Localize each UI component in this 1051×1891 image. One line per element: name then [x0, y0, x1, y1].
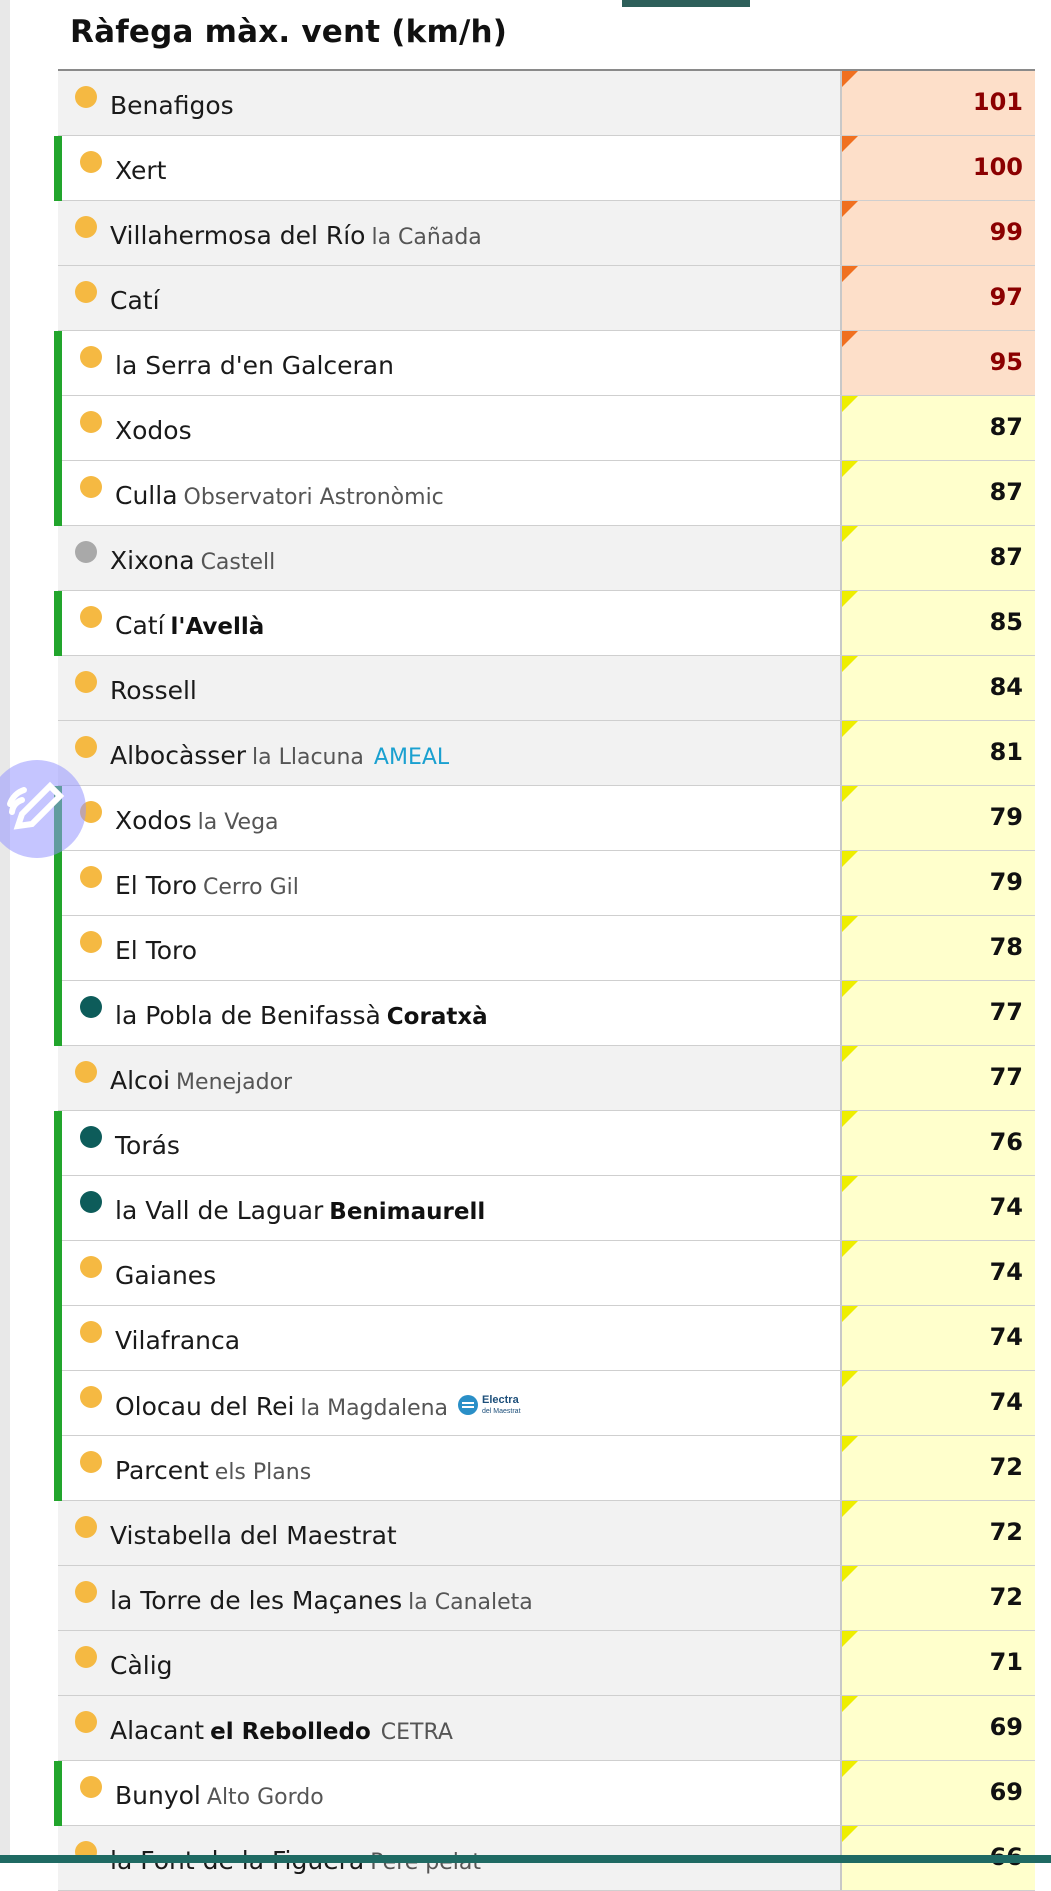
station-label — [115, 1326, 240, 1355]
level-marker-icon — [842, 71, 858, 87]
station-name: Xodos — [115, 806, 192, 835]
table-row[interactable] — [58, 331, 1035, 396]
station-name: El Toro — [115, 936, 198, 965]
gust-value-cell — [842, 981, 1035, 1045]
station-cell[interactable] — [58, 1371, 842, 1435]
gust-value-cell — [842, 1696, 1035, 1760]
table-row[interactable] — [58, 1566, 1035, 1631]
station-name: Culla — [115, 481, 178, 510]
gust-value-cell — [842, 1046, 1035, 1110]
station-label — [110, 1586, 533, 1615]
station-cell[interactable] — [58, 1761, 842, 1825]
gust-value: 79 — [989, 803, 1023, 831]
page-title: Ràfega màx. vent (km/h) — [70, 14, 508, 50]
station-cell[interactable] — [58, 786, 842, 850]
bottom-nav-bar — [0, 1855, 1051, 1863]
level-marker-icon — [842, 1176, 858, 1192]
level-marker-icon — [842, 786, 858, 802]
station-label — [110, 91, 234, 120]
gust-value-cell — [842, 1176, 1035, 1240]
station-status-icon — [80, 151, 102, 173]
gust-value-cell — [842, 656, 1035, 720]
station-cell[interactable] — [58, 1566, 842, 1630]
station-label — [115, 806, 279, 835]
gust-value-cell — [842, 786, 1035, 850]
station-status-icon — [80, 606, 102, 628]
left-gutter — [0, 0, 10, 1863]
gust-value: 101 — [972, 88, 1023, 116]
station-name: Catí — [115, 611, 165, 640]
station-table — [58, 69, 1035, 1891]
station-label — [115, 1261, 216, 1290]
station-name: Parcent — [115, 1456, 209, 1485]
station-name: Xixona — [110, 546, 195, 575]
gust-value: 81 — [989, 738, 1023, 766]
gust-value: 74 — [989, 1323, 1023, 1351]
station-cell[interactable] — [58, 1436, 842, 1500]
station-label — [115, 156, 166, 185]
table-row[interactable] — [58, 1436, 1035, 1501]
station-name: Xodos — [115, 416, 192, 445]
gust-value-cell — [842, 1566, 1035, 1630]
table-row[interactable] — [58, 1371, 1035, 1436]
station-label — [115, 481, 444, 510]
svg-text:Electra: Electra — [482, 1394, 519, 1406]
gust-value: 79 — [989, 868, 1023, 896]
gust-value: 74 — [989, 1193, 1023, 1221]
gust-value-cell — [842, 916, 1035, 980]
gust-value-cell — [842, 1241, 1035, 1305]
gust-value-cell — [842, 136, 1035, 200]
level-marker-icon — [842, 1631, 858, 1647]
station-status-icon — [80, 346, 102, 368]
gust-value: 87 — [989, 413, 1023, 441]
station-label — [110, 286, 160, 315]
station-status-icon — [80, 1776, 102, 1798]
station-name: Torás — [115, 1131, 180, 1160]
table-row[interactable] — [58, 591, 1035, 656]
station-cell[interactable] — [58, 1176, 842, 1240]
station-cell[interactable] — [58, 1696, 842, 1760]
gust-value: 84 — [989, 673, 1023, 701]
gust-value: 97 — [989, 283, 1023, 311]
table-row[interactable] — [58, 1176, 1035, 1241]
station-cell[interactable] — [58, 201, 842, 265]
station-status-icon — [75, 541, 97, 563]
station-cell[interactable] — [58, 526, 842, 590]
gust-value: 71 — [989, 1648, 1023, 1676]
station-cell[interactable] — [58, 461, 842, 525]
station-sublocation: Castell — [200, 550, 276, 575]
station-label — [110, 221, 482, 250]
station-label — [115, 1781, 324, 1810]
station-name: Bunyol — [115, 1781, 201, 1810]
gust-value: 77 — [989, 1063, 1023, 1091]
station-sublocation: la Canaleta — [408, 1590, 533, 1615]
station-name: la Torre de les Maçanes — [110, 1586, 403, 1615]
gust-value: 69 — [989, 1778, 1023, 1806]
table-row[interactable] — [58, 396, 1035, 461]
station-cell[interactable] — [58, 721, 842, 785]
station-cell[interactable] — [58, 591, 842, 655]
svg-text:del Maestrat: del Maestrat — [482, 1408, 521, 1415]
station-label — [115, 1196, 485, 1225]
station-status-icon — [75, 671, 97, 693]
gust-value: 99 — [989, 218, 1023, 246]
table-row[interactable] — [58, 1696, 1035, 1761]
station-name: Rossell — [110, 676, 197, 705]
station-sublocation: la Cañada — [371, 225, 482, 250]
table-row[interactable] — [58, 1501, 1035, 1566]
gust-value-cell — [842, 266, 1035, 330]
gust-value-cell — [842, 461, 1035, 525]
station-name: Villahermosa del Río — [110, 221, 366, 250]
station-name: la Serra d'en Galceran — [115, 351, 394, 380]
table-row[interactable] — [58, 786, 1035, 851]
gust-value-cell — [842, 851, 1035, 915]
gust-value-cell — [842, 526, 1035, 590]
station-status-icon — [75, 1646, 97, 1668]
level-marker-icon — [842, 591, 858, 607]
station-name: Catí — [110, 286, 160, 315]
station-sublocation: el Rebolledo — [210, 1719, 371, 1745]
station-status-icon — [75, 1711, 97, 1733]
station-cell[interactable] — [58, 136, 842, 200]
edit-floating-button[interactable] — [0, 760, 86, 858]
station-cell[interactable] — [58, 851, 842, 915]
table-row[interactable] — [58, 461, 1035, 526]
station-cell[interactable] — [58, 1306, 842, 1370]
station-status-icon — [80, 996, 102, 1018]
level-marker-icon — [842, 526, 858, 542]
gust-value: 74 — [989, 1388, 1023, 1416]
station-name: Gaianes — [115, 1261, 217, 1290]
station-cell[interactable] — [58, 656, 842, 720]
station-label — [110, 676, 197, 705]
station-sublocation: Menejador — [176, 1070, 293, 1095]
table-row[interactable] — [58, 656, 1035, 721]
level-marker-icon — [842, 331, 858, 347]
level-marker-icon — [842, 461, 858, 477]
level-marker-icon — [842, 1826, 858, 1842]
gust-value-cell — [842, 1371, 1035, 1435]
gust-value-cell — [842, 201, 1035, 265]
table-row[interactable] — [58, 981, 1035, 1046]
station-name: El Toro — [115, 871, 198, 900]
gust-value-cell — [842, 591, 1035, 655]
level-marker-icon — [842, 981, 858, 997]
gust-value-cell — [842, 1306, 1035, 1370]
station-sublocation: l'Avellà — [170, 614, 265, 640]
station-label — [115, 351, 394, 380]
station-label — [115, 936, 197, 965]
station-cell[interactable] — [58, 266, 842, 330]
station-cell[interactable] — [58, 1046, 842, 1110]
gust-value: 74 — [989, 1258, 1023, 1286]
gust-value: 78 — [989, 933, 1023, 961]
station-label — [110, 1651, 173, 1680]
station-cell[interactable] — [58, 71, 842, 135]
table-row[interactable] — [58, 136, 1035, 201]
table-row[interactable] — [58, 71, 1035, 136]
gust-value-cell — [842, 71, 1035, 135]
level-marker-icon — [842, 851, 858, 867]
station-status-icon — [80, 1321, 102, 1343]
station-status-icon — [75, 1061, 97, 1083]
station-cell[interactable] — [58, 396, 842, 460]
table-row[interactable] — [58, 721, 1035, 786]
station-label — [115, 1001, 488, 1030]
station-sublocation: Observatori Astronòmic — [183, 485, 444, 510]
level-marker-icon — [842, 1761, 858, 1777]
gust-value: 95 — [989, 348, 1023, 376]
level-marker-icon — [842, 1696, 858, 1712]
station-sublocation: Coratxà — [386, 1004, 488, 1030]
station-status-icon — [75, 86, 97, 108]
station-name: Alacant — [110, 1716, 205, 1745]
station-status-icon — [75, 281, 97, 303]
table-row[interactable] — [58, 1631, 1035, 1696]
level-marker-icon — [842, 656, 858, 672]
table-row[interactable] — [58, 266, 1035, 331]
level-marker-icon — [842, 1306, 858, 1322]
table-row[interactable] — [58, 201, 1035, 266]
station-cell[interactable] — [58, 1111, 842, 1175]
gust-value-cell — [842, 721, 1035, 785]
level-marker-icon — [842, 916, 858, 932]
station-label — [115, 871, 299, 900]
edit-pencil-icon — [0, 760, 86, 858]
station-label — [110, 741, 449, 770]
gust-value: 76 — [989, 1128, 1023, 1156]
station-label — [110, 546, 275, 575]
gust-value: 72 — [989, 1583, 1023, 1611]
station-label — [115, 1456, 311, 1485]
table-row[interactable] — [58, 916, 1035, 981]
table-row[interactable] — [58, 851, 1035, 916]
level-marker-icon — [842, 1501, 858, 1517]
station-status-icon — [80, 411, 102, 433]
level-marker-icon — [842, 396, 858, 412]
station-status-icon — [75, 1516, 97, 1538]
gust-value-cell — [842, 1631, 1035, 1695]
station-status-icon — [80, 931, 102, 953]
gust-value: 77 — [989, 998, 1023, 1026]
table-row[interactable] — [58, 526, 1035, 591]
gust-value: 72 — [989, 1518, 1023, 1546]
gust-value-cell — [842, 1501, 1035, 1565]
station-cell[interactable] — [58, 1501, 842, 1565]
station-cell[interactable] — [58, 1241, 842, 1305]
table-row[interactable] — [58, 1761, 1035, 1826]
gust-value: 100 — [972, 153, 1023, 181]
station-status-icon — [75, 736, 97, 758]
station-label — [115, 1131, 180, 1160]
station-status-icon — [75, 216, 97, 238]
station-label — [110, 1066, 292, 1095]
level-marker-icon — [842, 1371, 858, 1387]
gust-value: 87 — [989, 543, 1023, 571]
gust-value: 72 — [989, 1453, 1023, 1481]
table-row[interactable] — [58, 1046, 1035, 1111]
station-label — [115, 416, 192, 445]
station-name: Albocàsser — [110, 741, 246, 770]
station-name: la Vall de Laguar — [115, 1196, 324, 1225]
station-name: Vilafranca — [115, 1326, 241, 1355]
gust-value: 85 — [989, 608, 1023, 636]
station-sublocation: Cerro Gil — [203, 875, 299, 900]
station-sublocation: la Llacuna — [252, 745, 364, 770]
station-name: Benafigos — [110, 91, 234, 120]
level-marker-icon — [842, 1241, 858, 1257]
gust-value-cell — [842, 396, 1035, 460]
level-marker-icon — [842, 201, 858, 217]
station-status-icon — [80, 866, 102, 888]
active-tab-indicator[interactable] — [622, 0, 750, 7]
gust-value-cell — [842, 1761, 1035, 1825]
station-cell[interactable] — [58, 981, 842, 1045]
level-marker-icon — [842, 1436, 858, 1452]
station-label — [115, 611, 264, 640]
station-cell[interactable] — [58, 1631, 842, 1695]
level-marker-icon — [842, 1566, 858, 1582]
station-status-icon — [80, 1451, 102, 1473]
level-marker-icon — [842, 136, 858, 152]
station-name: Vistabella del Maestrat — [110, 1521, 397, 1550]
station-status-icon — [80, 476, 102, 498]
station-status-icon — [80, 1191, 102, 1213]
station-name: la Pobla de Benifassà — [115, 1001, 381, 1030]
gust-value-cell — [842, 331, 1035, 395]
station-sublocation: Alto Gordo — [206, 1785, 324, 1810]
station-label — [110, 1716, 453, 1745]
table-row[interactable] — [58, 1111, 1035, 1176]
electra-logo-icon — [456, 1391, 546, 1425]
table-row[interactable] — [58, 1241, 1035, 1306]
station-sublocation: la Vega — [197, 810, 279, 835]
station-label — [110, 1521, 397, 1550]
network-tag[interactable]: AMEAL — [373, 745, 450, 770]
station-name: Alcoi — [110, 1066, 171, 1095]
station-name: Càlig — [110, 1651, 173, 1680]
network-tag: CETRA — [380, 1720, 453, 1745]
gust-value: 87 — [989, 478, 1023, 506]
station-sublocation: la Magdalena — [300, 1396, 449, 1421]
gust-value-cell — [842, 1111, 1035, 1175]
station-label — [115, 1391, 546, 1425]
station-sublocation: Benimaurell — [329, 1199, 486, 1225]
station-name: Olocau del Rei — [115, 1392, 295, 1421]
level-marker-icon — [842, 721, 858, 737]
station-status-icon — [75, 1581, 97, 1603]
gust-value-cell — [842, 1436, 1035, 1500]
station-sublocation: els Plans — [214, 1460, 312, 1485]
station-cell[interactable] — [58, 331, 842, 395]
level-marker-icon — [842, 266, 858, 282]
level-marker-icon — [842, 1046, 858, 1062]
station-name: Xert — [115, 156, 167, 185]
gust-value: 69 — [989, 1713, 1023, 1741]
table-row[interactable] — [58, 1306, 1035, 1371]
station-status-icon — [80, 1126, 102, 1148]
station-cell[interactable] — [58, 916, 842, 980]
level-marker-icon — [842, 1111, 858, 1127]
station-status-icon — [80, 1256, 102, 1278]
station-status-icon — [80, 1386, 102, 1408]
